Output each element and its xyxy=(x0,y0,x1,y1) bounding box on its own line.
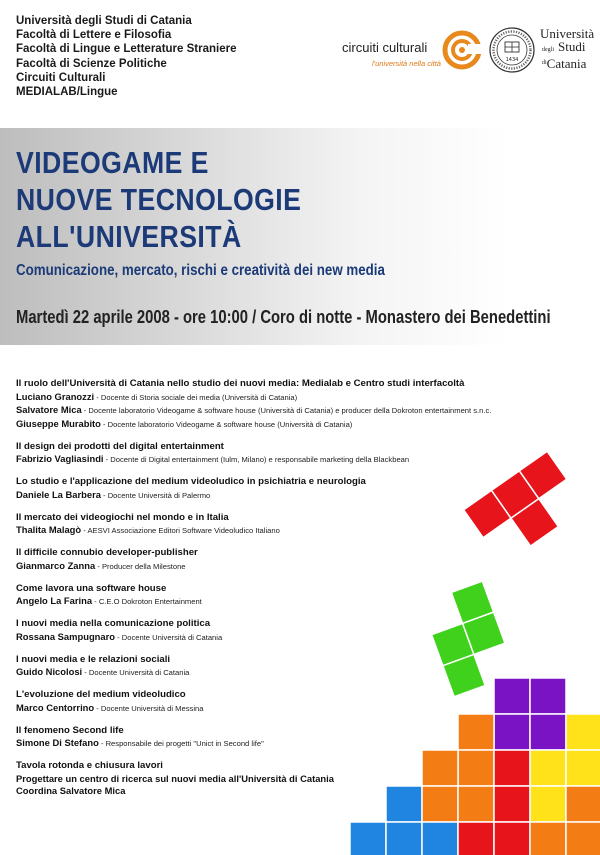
program-session xyxy=(16,547,536,573)
session-title: I nuovi media nella comunicazione politica xyxy=(16,618,211,629)
tetris-cube xyxy=(350,822,386,855)
speaker-name: Giuseppe Murabito xyxy=(16,417,101,429)
unict-wordmark xyxy=(540,27,594,70)
session-title: Il mercato dei videogiochi nel mondo e in Italia xyxy=(16,511,229,523)
title-line: VIDEOGAME E xyxy=(16,145,209,180)
speaker-role: Docente Università di Messina xyxy=(100,703,204,713)
tetris-cube xyxy=(566,714,600,750)
session-title: L'evoluzione del medium videoludico xyxy=(16,689,186,700)
title-line: ALL'UNIVERSITÀ xyxy=(16,219,242,254)
speaker-role: Responsabile dei progetti "Unict in Second life" xyxy=(105,739,264,748)
program-session xyxy=(16,725,536,751)
header-line: MEDIALAB/Lingue xyxy=(16,86,118,99)
session-title: Come lavora una software house xyxy=(16,582,167,594)
speaker: Simone Di Stefano - Responsabile dei progetti "Unict in Second life" xyxy=(16,737,264,748)
program-session xyxy=(16,654,536,680)
tetris-cube xyxy=(530,822,566,855)
speaker: Giuseppe Murabito - Docente laboratorio Videogame & software house (Università di Catania) xyxy=(16,417,353,429)
unict-di: di xyxy=(542,60,547,66)
session-title: Tavola rotonda e chiusura lavori xyxy=(16,760,163,771)
session-title: I nuovi media e le relazioni sociali xyxy=(16,653,171,665)
speaker-name: Simone Di Stefano xyxy=(16,737,99,748)
title-line: NUOVE TECNOLOGIE xyxy=(16,182,302,217)
session-title: Il difficile connubio developer-publisher xyxy=(16,547,198,558)
tetris-cube xyxy=(458,822,494,855)
speaker-name: Fabrizio Vagliasindi xyxy=(16,453,104,464)
speaker: Luciano Granozzi - Docente di Storia sociale dei media (Università di Catania) xyxy=(16,390,298,402)
speaker-role: Docente Università di Catania xyxy=(121,632,223,642)
speaker-role: Docente Università di Palermo xyxy=(107,490,211,500)
session-title: Il ruolo dell'Università di Catania nello studio dei nuovi media: Medialab e Centro studi interfacoltà xyxy=(16,378,465,389)
speaker-name: Rossana Sampugnaro xyxy=(16,630,115,642)
unict-logo xyxy=(488,25,598,81)
session-title: Lo studio e l'applicazione del medium videoludico in psichiatria e neurologia xyxy=(16,476,366,487)
tetris-cube xyxy=(566,822,600,855)
speaker-role: C.E.O Dokroton Entertainment xyxy=(98,597,202,606)
speaker: Fabrizio Vagliasindi - Docente di Digital entertainment (Iulm, Milano) e responsabile marketing della Blackbean xyxy=(16,453,410,464)
unict-studi: Studi xyxy=(558,39,586,54)
unict-degli: degli xyxy=(542,47,554,53)
unict-universita: Università xyxy=(540,26,595,41)
session-title: Il fenomeno Second life xyxy=(16,724,124,736)
speaker: Daniele La Barbera - Docente Università di Palermo xyxy=(16,488,211,500)
speaker-name: Gianmarco Zanna xyxy=(16,559,96,571)
session-title: Il design dei prodotti del digital entertainment xyxy=(16,440,224,452)
speaker-role: Docente laboratorio Videogame & software house (Università di Catania) e producer della Dokroton entertainment s.n.c. xyxy=(88,406,492,415)
speaker-role: Docente di Digital entertainment (Iulm, Milano) e responsabile marketing della Blackbean xyxy=(110,455,410,464)
header-line: Facoltà di Lettere e Filosofia xyxy=(16,29,172,42)
speaker: Rossana Sampugnaro - Docente Università di Catania xyxy=(16,630,223,642)
tetris-cube xyxy=(422,822,458,855)
university-seal-icon xyxy=(488,25,536,75)
program-session xyxy=(16,512,536,538)
program-session xyxy=(16,689,536,715)
speaker-role: Docente Università di Catania xyxy=(88,668,190,677)
speaker-role: Producer della Milestone xyxy=(101,561,186,571)
closing-session xyxy=(16,760,536,798)
seal-year: 1434 xyxy=(505,57,519,63)
speaker-name: Thalita Malagò xyxy=(16,524,82,535)
closing-coordinator: Coordina Salvatore Mica xyxy=(16,785,126,796)
cc-logo-name: circuiti culturali xyxy=(342,40,428,55)
program-session xyxy=(16,476,536,502)
speaker: Guido Nicolosi - Docente Università di Catania xyxy=(16,666,190,677)
speaker: Thalita Malagò - AESVI Associazione Editori Software Videoludico Italiano xyxy=(16,524,280,535)
speaker: Salvatore Mica - Docente laboratorio Videogame & software house (Università di Catania) e producer della Dokroton entertainment s.n.c. xyxy=(16,404,492,415)
institution-header xyxy=(16,14,236,99)
speaker: Angelo La Farina - C.E.O Dokroton Entertainment xyxy=(16,595,202,606)
tetris-cube xyxy=(386,822,422,855)
speaker: Marco Centorrino - Docente Università di Messina xyxy=(16,701,204,713)
unict-catania: Catania xyxy=(546,56,587,71)
program-session xyxy=(16,441,536,467)
speaker-role: AESVI Associazione Editori Software Videoludico Italiano xyxy=(87,526,280,535)
program-list xyxy=(16,378,536,807)
speaker-name: Guido Nicolosi xyxy=(16,666,83,677)
header-line: Facoltà di Lingue e Letterature Straniere xyxy=(16,43,237,56)
tetris-cube xyxy=(494,822,530,855)
program-session xyxy=(16,378,536,431)
program-session xyxy=(16,583,536,609)
speaker-role: Docente laboratorio Videogame & software house (Università di Catania) xyxy=(107,419,353,429)
speaker-name: Salvatore Mica xyxy=(16,404,82,415)
tetris-cube xyxy=(566,750,600,786)
event-subtitle: Comunicazione, mercato, rischi e creatività dei new media xyxy=(16,262,385,279)
circuiti-culturali-logo xyxy=(342,26,482,78)
header-line: Circuiti Culturali xyxy=(16,71,106,84)
header-line: Facoltà di Scienze Politiche xyxy=(16,57,167,70)
speaker-name: Angelo La Farina xyxy=(16,595,93,606)
speaker-name: Marco Centorrino xyxy=(16,701,95,713)
event-title xyxy=(16,144,301,255)
speaker-role: Docente di Storia sociale dei media (Università di Catania) xyxy=(100,392,298,402)
closing-topic: Progettare un centro di ricerca sul nuovi media all'Università di Catania xyxy=(16,772,334,784)
event-date-location: Martedì 22 aprile 2008 - ore 10:00 / Coro di notte - Monastero dei Benedettini xyxy=(16,306,551,327)
cc-swirl-icon xyxy=(442,26,482,74)
cc-logo-tagline: l'università nella città xyxy=(372,59,441,68)
program-session xyxy=(16,618,536,644)
header-line: Università degli Studi di Catania xyxy=(16,15,192,27)
tetris-cube xyxy=(566,786,600,822)
speaker-name: Luciano Granozzi xyxy=(16,390,95,402)
speaker-name: Daniele La Barbera xyxy=(16,488,101,500)
speaker: Gianmarco Zanna - Producer della Milestone xyxy=(16,559,186,571)
